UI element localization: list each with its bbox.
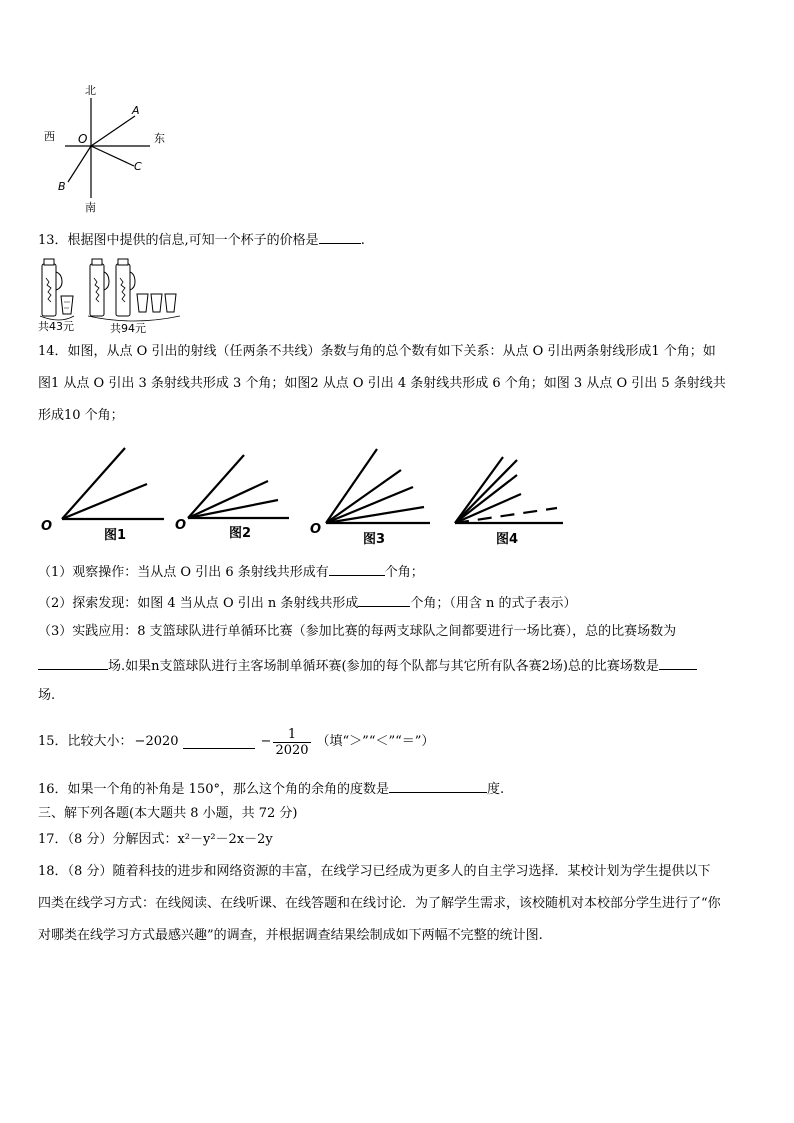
part-2-text: （2）探索发现：如图 4 当从点 O 引出 n 条射线共形成	[38, 596, 359, 611]
answer-blank[interactable]	[329, 562, 385, 576]
question-16-text: 16．如果一个角的补角是 150°，那么这个角的余角的度数是	[38, 782, 389, 797]
section-3-heading: 三、解下列各题(本大题共 8 小题，共 72 分)	[38, 806, 298, 821]
question-13	[38, 230, 365, 249]
answer-blank[interactable]	[319, 230, 361, 244]
label-west: 西	[44, 130, 55, 143]
question-13-text: 13．根据图中提供的信息,可知一个杯子的价格是	[38, 233, 319, 248]
figure-1	[41, 448, 164, 543]
thermos-icon	[42, 259, 62, 316]
price-label-1: 共43元	[38, 320, 74, 333]
ray-oc	[91, 146, 134, 166]
figure-1-caption: 图1	[104, 528, 127, 543]
question-16-end: 度.	[487, 782, 505, 797]
thermos-icon	[90, 259, 109, 316]
question-14-part-3-line-1: （3）实践应用：8 支篮球队进行单循环比赛（参加比赛的每两支球队之间都要进行一场比赛），总的比赛场数为	[38, 624, 677, 639]
question-15	[38, 722, 434, 762]
cup-icon	[137, 294, 148, 312]
figure-4-caption: 图4	[496, 532, 519, 547]
answer-blank[interactable]	[389, 779, 487, 793]
question-14-part-3-line-3: 场.	[38, 688, 56, 703]
fraction-numerator: 1	[273, 727, 310, 743]
cup-icon	[165, 294, 176, 312]
answer-blank[interactable]	[659, 656, 697, 670]
question-14-line-1: 14．如图，从点 O 引出的射线（任两条不共线）条数与角的总个数有如下关系：从点 O 引出两条射线形成1 个角；如	[38, 344, 716, 359]
answer-blank[interactable]	[358, 593, 410, 607]
figure-2-caption: 图2	[229, 526, 252, 541]
question-14-part-2	[38, 593, 577, 612]
question-16	[38, 779, 504, 798]
part-1-end: 个角；	[384, 565, 424, 580]
cup-icon	[151, 294, 162, 312]
compass-diagram	[38, 80, 178, 216]
label-north: 北	[85, 84, 96, 97]
label-south: 南	[85, 201, 96, 214]
question-14-line-2: 图1 从点 O 引出 3 条射线共形成 3 个角；如图2 从点 O 引出 4 条射线共形成 6 个角；如图 3 从点 O 引出 5 条射线共	[38, 376, 726, 391]
question-15-text: 15．比较大小：	[38, 734, 133, 749]
question-18-line-3: 对哪类在线学习方式最感兴趣”的调查，并根据调查结果绘制成如下两幅不完整的统计图.	[38, 928, 543, 943]
question-15-hint: （填“＞”“＜”“＝”）	[316, 734, 435, 749]
thermos-cups-picture	[34, 256, 194, 338]
figure-3-o-label: O	[310, 522, 322, 537]
question-14-part-3-line-2	[38, 656, 697, 675]
figure-3	[310, 449, 430, 547]
question-14-part-1	[38, 562, 424, 581]
question-18-line-1: 18．（8 分）随着科技的进步和网络资源的丰富，在线学习已经成为更多人的自主学习选择．某校计划为学生提供以下	[38, 864, 711, 879]
question-15-left-value: −2020	[134, 734, 179, 749]
label-c: C	[134, 160, 142, 173]
label-east: 东	[154, 132, 165, 145]
part-3-text: 场.如果n支篮球队进行主客场制单循环赛(参加的每个队都与其它所有队各赛2场)总的比赛场数是	[108, 659, 659, 674]
answer-blank[interactable]	[38, 656, 108, 670]
part-1-text: （1）观察操作：当从点 O 引出 6 条射线共形成有	[38, 565, 329, 580]
figure-1-o-label: O	[41, 519, 53, 534]
fraction	[273, 727, 310, 758]
fraction-denominator: 2020	[275, 742, 309, 758]
question-17: 17．（8 分）分解因式：x²－y²－2x－2y	[38, 832, 273, 847]
question-15-minus: −	[260, 734, 272, 749]
question-18-line-2: 四类在线学习方式：在线阅读、在线听课、在线答题和在线讨论．为了解学生需求，该校随机对本校部分学生进行了“你	[38, 896, 721, 911]
figure-4	[455, 457, 563, 547]
label-a: A	[132, 104, 140, 117]
thermos-icon	[116, 259, 135, 316]
figure-3-caption: 图3	[363, 532, 386, 547]
figure-2-o-label: O	[175, 518, 187, 533]
cup-icon	[61, 296, 73, 314]
rays-figures	[36, 440, 596, 552]
question-13-end: .	[360, 233, 365, 248]
part-2-end: 个角；（用含 n 的式子表示）	[410, 596, 577, 611]
ray-ob	[68, 146, 91, 182]
figure-2	[175, 455, 289, 541]
label-o: O	[78, 132, 88, 146]
price-label-2: 共94元	[110, 322, 146, 335]
ray-oa	[91, 116, 135, 146]
answer-blank[interactable]	[183, 735, 255, 749]
label-b: B	[58, 180, 66, 193]
question-14-line-3: 形成10 个角；	[38, 408, 124, 423]
